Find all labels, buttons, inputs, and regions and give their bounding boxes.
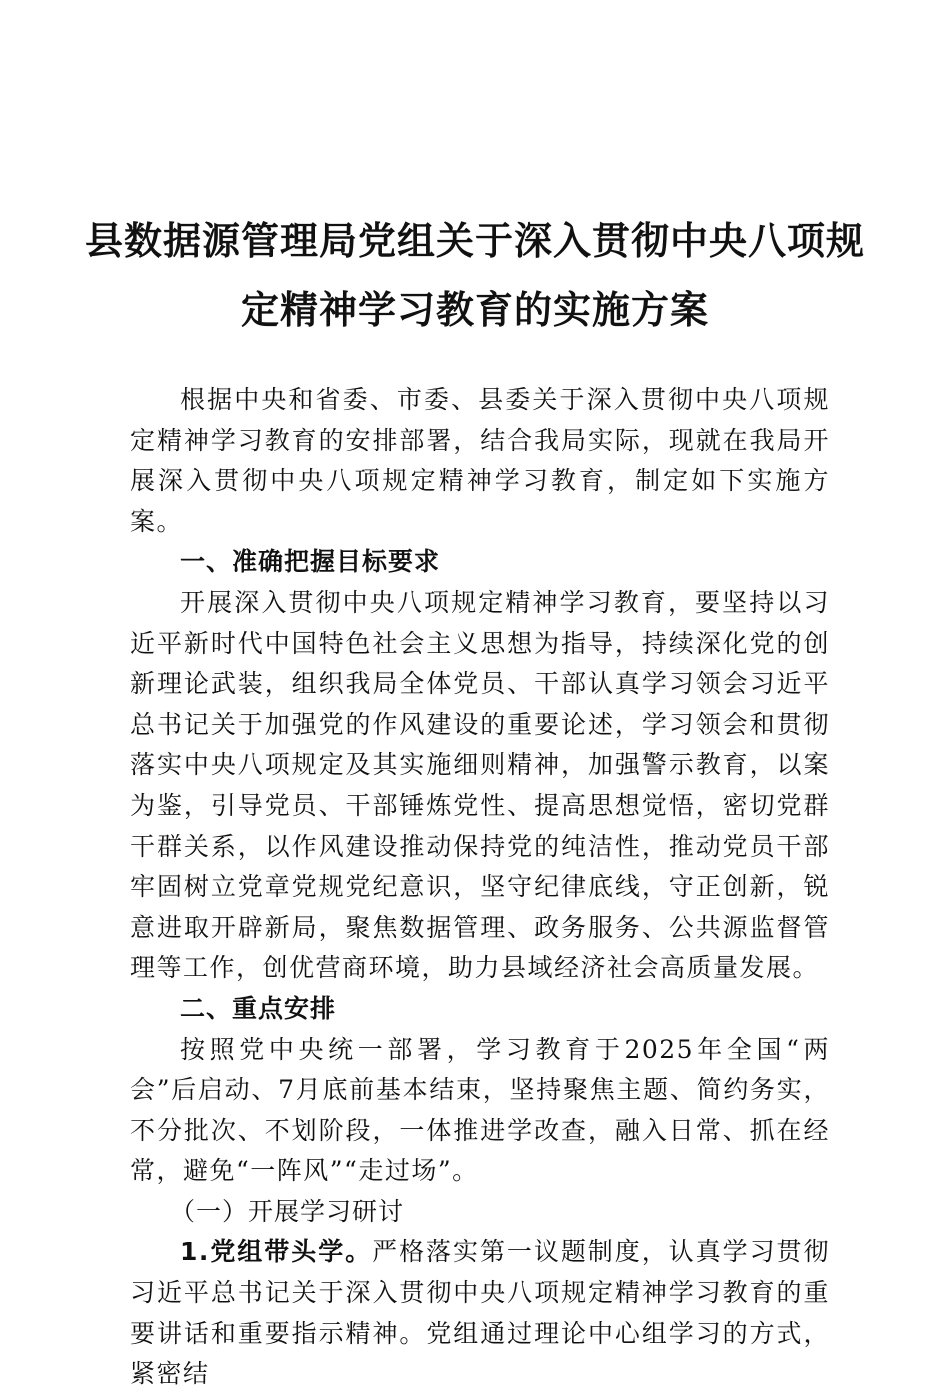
document-title-line-1: 县数据源管理局党组关于深入贯彻中央八项规 xyxy=(84,219,865,263)
section-1-paragraph: 开展深入贯彻中央八项规定精神学习教育，要坚持以习近平新时代中国特色社会主义思想为指导，持续深化党的创新理论武装，组织我局全体党员、干部认真学习领会习近平总书记关于加强党的作风建设的重要论述，学习领会和贯彻落实中央八项规定及其实施细则精神，加强警示教育，以案为鉴，引导党员、干部锤炼党性、提高思想觉悟，密切党群干群关系，以作风建设推动保持党的纯洁性，推动党员干部牢固树立党章党规党纪意识，坚守纪律底线，守正创新，锐意进取开辟新局，聚焦数据管理、政务服务、公共源监督管理等工作，创优营商环境，助力县域经济社会高质量发展。 xyxy=(130,587,830,983)
item-1-paragraph xyxy=(130,1232,830,1394)
document-title-line-2: 定精神学习教育的实施方案 xyxy=(240,288,709,332)
item-1-body: 严格落实第一议题制度，认真学习贯彻习近平总书记关于深入贯彻中央八项规定精神学习教育的重要讲话和重要指示精神。党组通过理论中心组学习的方式，紧密结 xyxy=(130,1237,830,1389)
document-body xyxy=(130,380,830,1395)
section-2-paragraph: 按照党中央统一部署，学习教育于2025年全国“两会”后启动、7月底前基本结束，坚持聚焦主题、简约务实，不分批次、不划阶段，一体推进学改查，融入日常、抓在经常，避免“一阵风”“走过场”。 xyxy=(130,1034,830,1186)
section-2-heading: 二、重点安排 xyxy=(180,993,337,1023)
subsection-1-heading: （一）开展学习研讨 xyxy=(170,1196,405,1226)
intro-paragraph: 根据中央和省委、市委、县委关于深入贯彻中央八项规定精神学习教育的安排部署，结合我局实际，现就在我局开展深入贯彻中央八项规定精神学习教育，制定如下实施方案。 xyxy=(130,385,830,536)
item-1-lead: 1.党组带头学。 xyxy=(180,1237,373,1267)
section-1-heading: 一、准确把握目标要求 xyxy=(180,547,441,577)
